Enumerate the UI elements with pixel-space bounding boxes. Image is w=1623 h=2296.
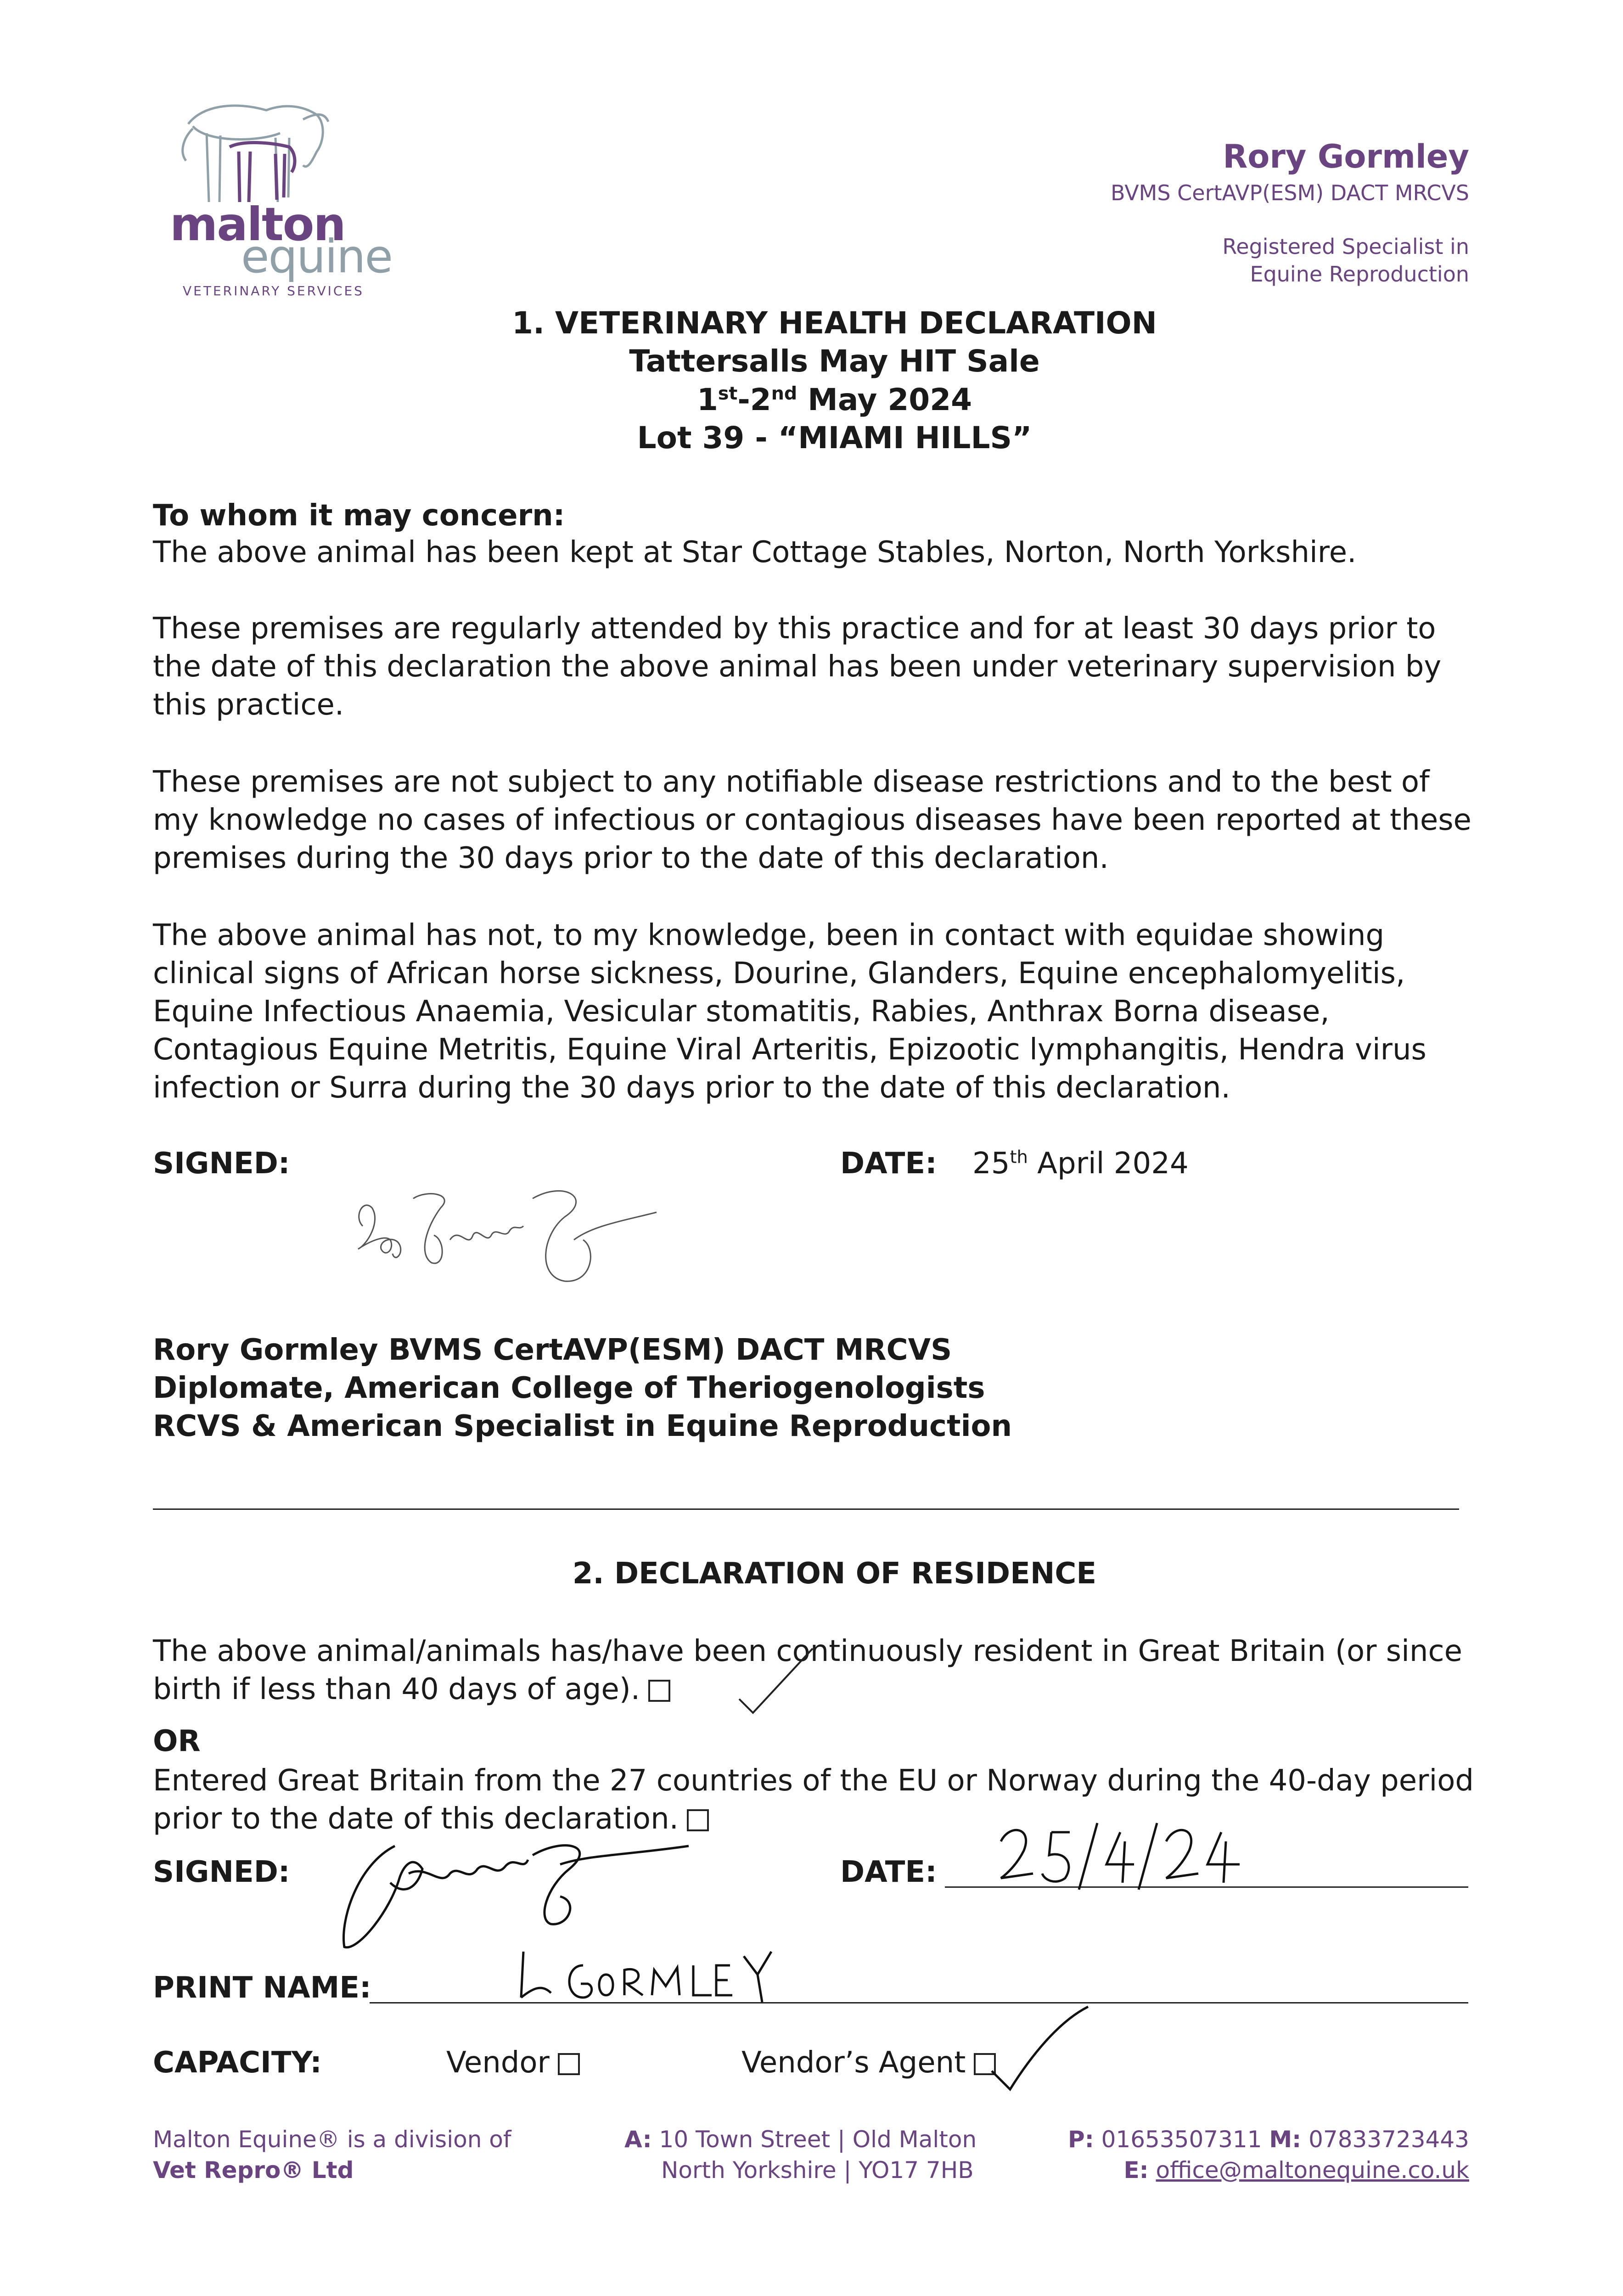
residence-option2 <box>153 1762 1484 1838</box>
salutation: To whom it may concern: <box>153 499 565 533</box>
sale-date-day1-suffix: st <box>718 383 738 404</box>
declaration-date-suffix: th <box>1010 1147 1028 1168</box>
footer-mobile-prefix: M: <box>1269 2126 1302 2153</box>
credential-line2: Diplomate, American College of Theriogenologists <box>153 1371 985 1405</box>
footer-email <box>1123 2157 1469 2183</box>
handwritten-date <box>992 1814 1249 1892</box>
footer-address-line1 <box>624 2126 977 2153</box>
section-divider <box>153 1508 1459 1510</box>
residence-option1-text: The above animal/animals has/have been continuously resident in Great Britain (or since birth if less than 40 days of age). <box>153 1634 1462 1706</box>
vendor-option-label: Vendor <box>446 2046 550 2080</box>
sale-dates <box>0 382 1623 417</box>
section2-title: 2. DECLARATION OF RESIDENCE <box>572 1557 1097 1591</box>
logo-wordmark-malton: malton <box>170 197 345 251</box>
sale-date-day1: 1 <box>696 382 718 417</box>
vendor-agent-option <box>741 2046 996 2080</box>
footer-company-line2: Vet Repro® Ltd <box>153 2157 354 2183</box>
sale-date-day2-suffix: nd <box>771 383 797 404</box>
footer-mobile-number: 07833723443 <box>1301 2126 1469 2153</box>
sale-name: Tattersalls May HIT Sale <box>629 343 1040 379</box>
footer-email-link[interactable]: office@maltonequine.co.uk <box>1156 2157 1469 2183</box>
paragraph-supervision: These premises are regularly attended by this practice and for at least 30 days prior to the date of this declaration the above animal has been under veterinary supervision by this practice. <box>153 612 1442 722</box>
credential-line1: Rory Gormley BVMS CertAVP(ESM) DACT MRCVS <box>153 1333 952 1367</box>
sale-date-month: May 2024 <box>797 382 972 417</box>
vendor-option <box>446 2046 580 2080</box>
footer-phone <box>1068 2126 1469 2153</box>
header-specialist-line1: Registered Specialist in <box>1222 234 1469 259</box>
footer-phone-prefix: P: <box>1068 2126 1094 2153</box>
header-vet-name: Rory Gormley <box>1223 138 1469 175</box>
footer-email-prefix: E: <box>1123 2157 1149 2183</box>
paragraph-restrictions: These premises are not subject to any notifiable disease restrictions and to the best of my knowledge no cases of infectious or contagious diseases have been reported at these premises during the 30 days prior to the date of this declaration. <box>153 765 1471 875</box>
residence-option1-checkbox[interactable] <box>648 1680 670 1702</box>
handwritten-print-name <box>514 1942 808 2007</box>
logo-wordmark-equine: equine <box>241 230 393 283</box>
or-label: OR <box>153 1724 201 1758</box>
date2-label: DATE: <box>840 1855 937 1889</box>
declaration-date-day: 25 <box>972 1147 1010 1181</box>
capacity-label: CAPACITY: <box>153 2046 322 2080</box>
logo-tagline: VETERINARY SERVICES <box>183 283 364 298</box>
paragraph-diseases: The above animal has not, to my knowledge, been in contact with equidae showing clinical signs of African horse sickness, Dourine, Glanders, Equine encephalomyelitis, Equine Infectious Anaemia, Vesicular stomatitis, Rabies, Anthrax Borna disease, Contagious Equine Metritis, Equine Viral Arteritis, Epizootic lymphangitis, Hendra virus infection or Surra during the 30 days prior to the date of this declaration. <box>153 918 1426 1105</box>
declaration-date-month-year: April 2024 <box>1028 1147 1189 1181</box>
header-specialist-line2: Equine Reproduction <box>1250 262 1469 287</box>
footer-address-prefix: A: <box>624 2126 652 2153</box>
lot-title: Lot 39 - “MIAMI HILLS” <box>637 420 1032 456</box>
paragraph-premises: The above animal has been kept at Star Cottage Stables, Norton, North Yorkshire. <box>153 535 1357 569</box>
footer-phone-number: 01653507311 <box>1094 2126 1269 2153</box>
print-name-label: PRINT NAME: <box>153 1971 371 2005</box>
signed-label: SIGNED: <box>153 1147 290 1181</box>
signed2-label: SIGNED: <box>153 1855 290 1889</box>
checkmark-icon <box>983 2002 1093 2094</box>
credential-line3: RCVS & American Specialist in Equine Reproduction <box>153 1409 1012 1443</box>
header-qualifications: BVMS CertAVP(ESM) DACT MRCVS <box>1111 180 1469 205</box>
section1-title: 1. VETERINARY HEALTH DECLARATION <box>512 305 1157 341</box>
signature-image <box>335 1171 675 1300</box>
footer-company-line1: Malton Equine® is a division of <box>153 2126 511 2153</box>
footer-address-line2: North Yorkshire | YO17 7HB <box>661 2157 974 2183</box>
vendor-checkbox[interactable] <box>558 2053 580 2075</box>
sale-date-day2: -2 <box>737 382 771 417</box>
residence-option1 <box>153 1632 1484 1709</box>
checkmark-icon <box>730 1644 817 1717</box>
footer-address-text1: 10 Town Street | Old Malton <box>651 2126 977 2153</box>
residence-option2-text: Entered Great Britain from the 27 countries of the EU or Norway during the 40-day period prior to the date of this declaration. <box>153 1764 1474 1836</box>
vendor-agent-option-label: Vendor’s Agent <box>741 2046 966 2080</box>
date-label: DATE: <box>840 1147 937 1181</box>
declaration-date <box>972 1147 1189 1181</box>
